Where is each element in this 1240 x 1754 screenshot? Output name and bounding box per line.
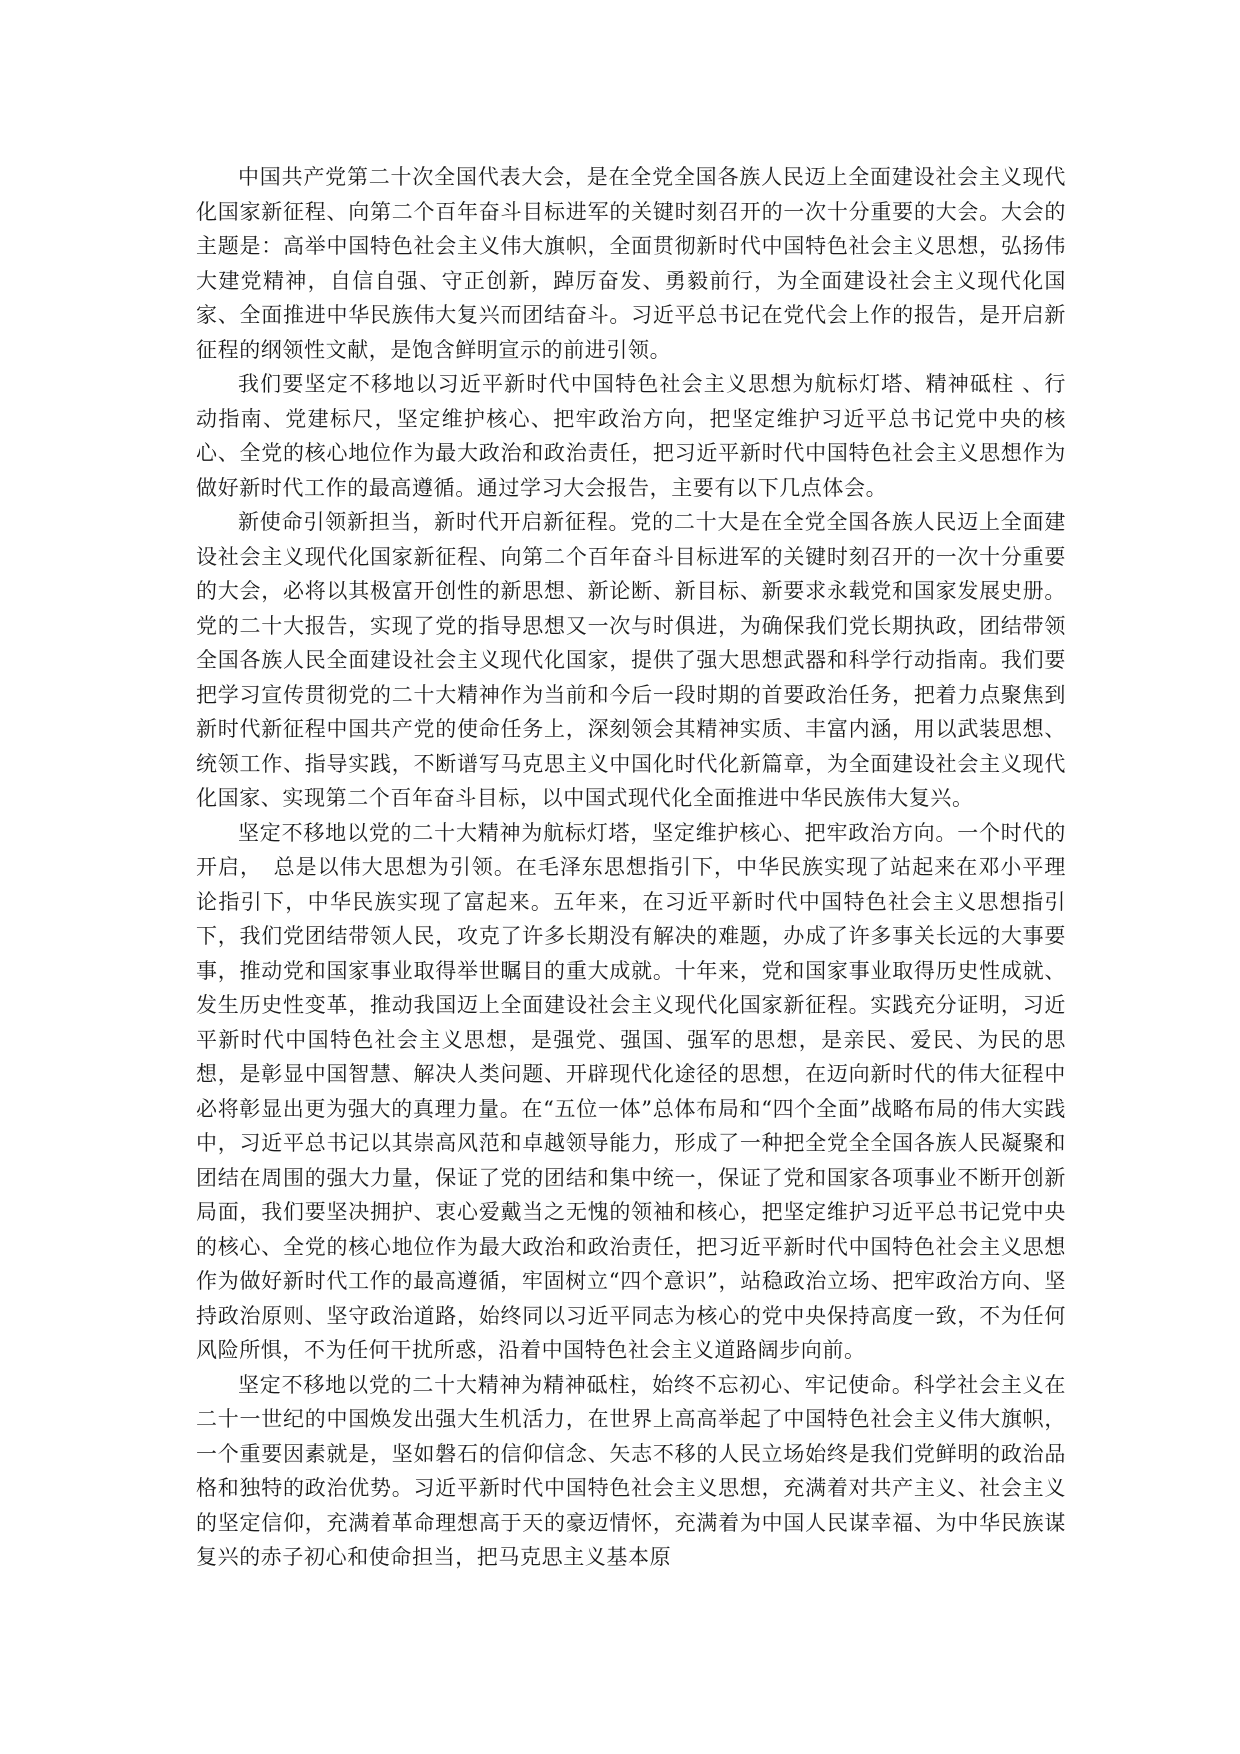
paragraph-beacon: 坚定不移地以党的二十大精神为航标灯塔，坚定维护核心、把牢政治方向。一个时代的开启， 总是以伟大思想为引领。在毛泽东思想指引下，中华民族实现了站起来在邓小平理论指引下，中华民族实现了富起来。五年来，在习近平新时代中国特色社会主义思想指引下，我们党团结带领人民，攻克了许多长期没有解决的难题，办成了许多事关长远的大事要事，推动党和国家事业取得举世瞩目的重大成就。十年来，党和国家事业取得历史性成就、发生历史性变革，推动我国迈上全面建设社会主义现代化国家新征程。实践充分证明，习近平新时代中国特色社会主义思想，是强党、强国、强军的思想，是亲民、爱民、为民的思想，是彰显中国智慧、解决人类问题、开辟现代化途径的思想，在迈向新时代的伟大征程中必将彰显出更为强大的真理力量。在“五位一体”总体布局和“四个全面”战略布局的伟大实践中，习近平总书记以其崇高风范和卓越领导能力，形成了一种把全党全全国各族人民凝聚和团结在周围的强大力量，保证了党的团结和集中统一，保证了党和国家各项事业不断开创新局面，我们要坚决拥护、衷心爱戴当之无愧的领袖和核心，把坚定维护习近平总书记党中央的核心、全党的核心地位作为最大政治和政治责任，把习近平新时代中国特色社会主义思想作为做好新时代工作的最高遵循，牢固树立“四个意识”，站稳政治立场、把牢政治方向、坚持政治原则、坚守政治道路，始终同以习近平同志为核心的党中央保持高度一致，不为任何风险所惧，不为任何干扰所惑，沿着中国特色社会主义道路阔步向前。 [196,820,1066,1362]
paragraph-spiritual-pillar: 坚定不移地以党的二十大精神为精神砥柱，始终不忘初心、牢记使命。科学社会主义在二十一世纪的中国焕发出强大生机活力，在世界上高高举起了中国特色社会主义伟大旗帜，一个重要因素就是，坚如磐石的信仰信念、矢志不移的人民立场始终是我们党鲜明的政治品格和独特的政治优势。习近平新时代中国特色社会主义思想，充满着对共产主义、社会主义的坚定信仰，充满着革命理想高于天的豪迈情怀，充满着为中国人民谋幸福、为中华民族谋复兴的赤子初心和使命担当，把马克思主义基本原 [196,1372,1066,1569]
paragraph-new-mission: 新使命引领新担当，新时代开启新征程。党的二十大是在全党全国各族人民迈上全面建设社会主义现代化国家新征程、向第二个百年奋斗目标进军的关键时刻召开的一次十分重要的大会，必将以其极富开创性的新思想、新论断、新目标、新要求永载党和国家发展史册。党的二十大报告，实现了党的指导思想又一次与时俱进，为确保我们党长期执政，团结带领全国各族人民全面建设社会主义现代化国家，提供了强大思想武器和科学行动指南。我们要把学习宣传贯彻党的二十大精神作为当前和今后一段时期的首要政治任务，把着力点聚焦到新时代新征程中国共产党的使命任务上，深刻领会其精神实质、丰富内涵，用以武装思想、统领工作、指导实践，不断谱写马克思主义中国化时代化新篇章，为全面建设社会主义现代化国家、实现第二个百年奋斗目标，以中国式现代化全面推进中华民族伟大复兴。 [196,510,1066,810]
paragraph-commitment: 我们要坚定不移地以习近平新时代中国特色社会主义思想为航标灯塔、精神砥柱 、行动指南、党建标尺，坚定维护核心、把牢政治方向，把坚定维护习近平总书记党中央的核心、全党的核心地位作为最大政治和政治责任，把习近平新时代中国特色社会主义思想作为做好新时代工作的最高遵循。通过学习大会报告，主要有以下几点体会。 [196,372,1066,500]
paragraph-intro: 中国共产党第二十次全国代表大会，是在全党全国各族人民迈上全面建设社会主义现代化国家新征程、向第二个百年奋斗目标进军的关键时刻召开的一次十分重要的大会。大会的主题是：高举中国特色社会主义伟大旗帜，全面贯彻新时代中国特色社会主义思想，弘扬伟大建党精神，自信自强、守正创新，踔厉奋发、勇毅前行，为全面建设社会主义现代化国家、全面推进中华民族伟大复兴而团结奋斗。习近平总书记在党代会上作的报告，是开启新征程的纲领性文献，是饱含鲜明宣示的前进引领。 [196,165,1066,362]
document-page [196,160,1066,1575]
